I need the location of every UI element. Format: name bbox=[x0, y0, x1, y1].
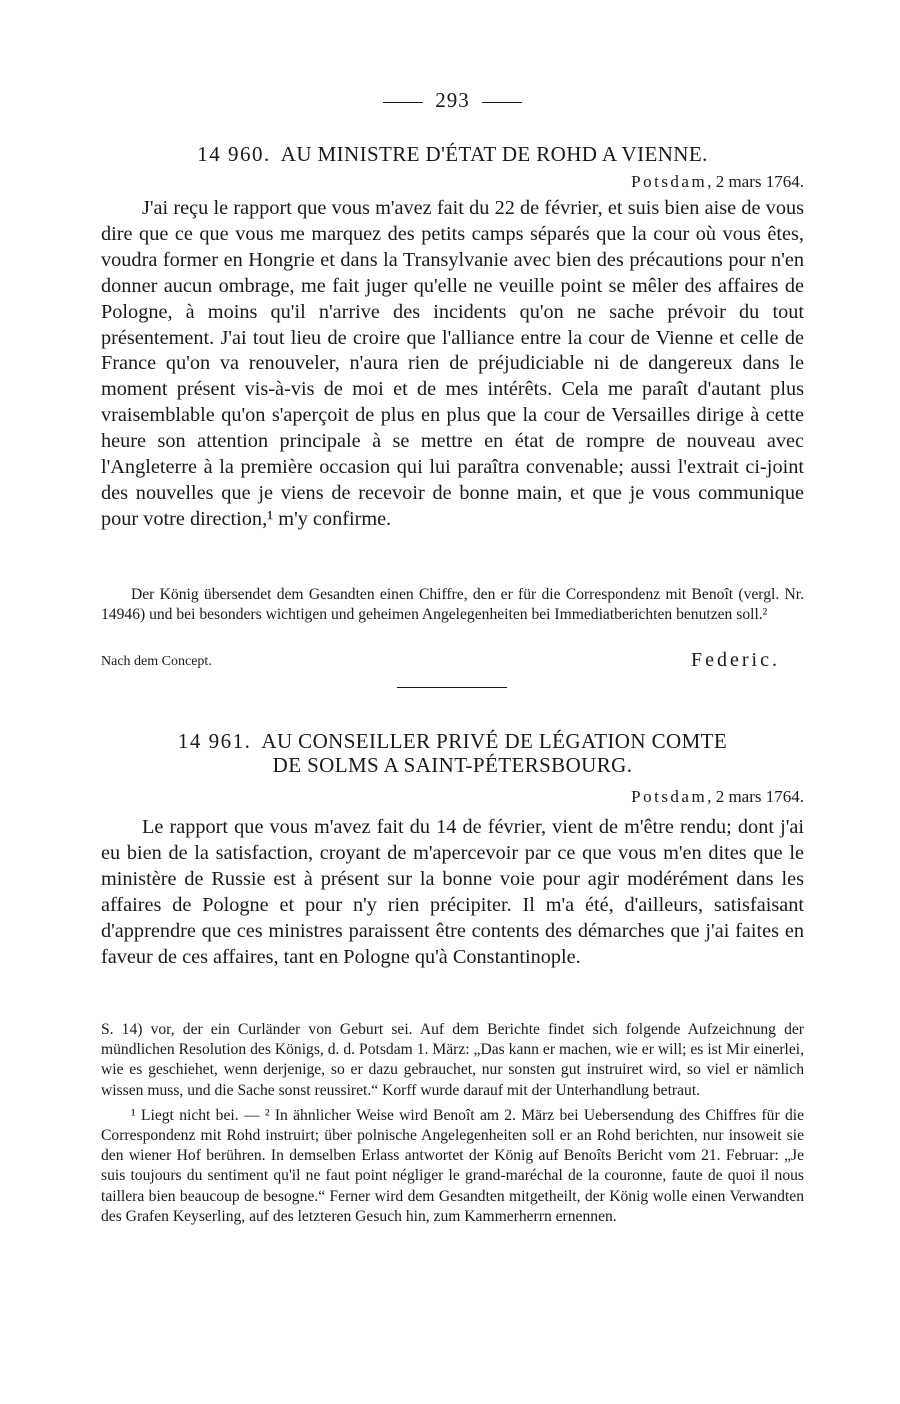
letter-signoff bbox=[101, 646, 804, 672]
page-number: 293 bbox=[435, 88, 470, 112]
letter-heading-14960 bbox=[101, 142, 804, 166]
letter-title: AU MINISTRE D'ÉTAT DE ROHD A VIENNE. bbox=[280, 142, 708, 166]
editorial-note-text: Der König übersendet dem Gesandten einen Chiffre, den er für die Correspondenz mit Benoît (vergl. Nr. 14946) und bei besonders wichtigen und geheimen Angelegenheiten bei Immediatberichten benutzen soll.² bbox=[101, 586, 804, 624]
source-note: Nach dem Concept. bbox=[101, 654, 212, 669]
page-header bbox=[101, 88, 804, 113]
letter-number: 14 960. bbox=[197, 142, 271, 166]
letter-dateline bbox=[631, 172, 804, 192]
letter-number: 14 961. bbox=[177, 729, 252, 753]
letter-title-line-2: DE SOLMS A SAINT-PÉTERSBOURG. bbox=[272, 753, 633, 777]
signature: Federic. bbox=[691, 649, 780, 671]
letter-title-part-1: AU CONSEILLER PRIVÉ DE LÉGATION COMTE bbox=[261, 729, 728, 753]
footnote-continuation: S. 14) vor, der ein Curländer von Geburt sei. Auf dem Berichte findet sich folgende Aufzeichnung der mündlichen Resolution des Königs, d. d. Potsdam 1. März: „Das kann er machen, wie er will; es ist Mir einerlei, wie es geschiehet, wenn derjenige, so er dazu gebrauchet, nur sonsten gut instruiret wird, so viel er nämlich wissen muss, und die Sache sonst reussiret.“ Korff wurde darauf mit der Unterhandlung betraut. bbox=[101, 1021, 804, 1099]
editorial-note bbox=[101, 585, 804, 625]
letter-body-14961 bbox=[101, 815, 804, 970]
footnote-entries: ¹ Liegt nicht bei. — ² In ähnlicher Weise wird Benoît am 2. März bei Uebersendung des Chiffres für die Correspondenz mit Rohd instruirt; über polnische Angelegenheiten soll er an Rohd berichten, nur insoweit sie den wiener Hof berühren. In demselben Erlass antwortet der König auf Benoîts Bericht vom 21. Februar: „Je suis toujours du sentiment qu'il ne faut point négliger le grand-maréchal de la couronne, faute de quoi il nous taillera bien beaucoup de besogne.“ Ferner wird dem Gesandten mitgetheilt, der König wolle einen Verwandten des Grafen Keyserling, auf des letzteren Gesuch hin, zum Kammerherrn ernennen. bbox=[101, 1106, 804, 1225]
dateline-date: , 2 mars 1764. bbox=[707, 172, 804, 191]
dateline-place: Potsdam bbox=[631, 787, 708, 806]
header-rule-right bbox=[482, 102, 522, 103]
letter-body-paragraph: J'ai reçu le rapport que vous m'avez fait du 22 de février, et suis bien aise de vous dire que ce que vous me marquez des petits camps séparés que la cour où vous êtes, voudra former en Hongrie et dans la Transylvanie avec bien des précautions pour n'en donner aucun ombrage, me fait juger qu'elle ne veuille point se mêler des affaires de Pologne, à moins qu'il n'arrive des incidents qu'on ne sache prévoir du tout présentement. J'ai tout lieu de croire que l'alliance entre la cour de Vienne et celle de France qu'on va renouveler, n'aura rien de préjudiciable ni de dangereux dans le moment présent vis-à-vis de moi et de mes intérêts. Cela me paraît d'autant plus vraisemblable qu'on s'aperçoit de plus en plus que la cour de Versailles dirige à cette heure son attention principale à se mettre en état de rompre de nouveau avec l'Angleterre à la première occasion qui lui paraîtra convenable; aussi l'extrait ci-joint des nouvelles que je viens de recevoir de bonne main, et que je vous communique pour votre direction,¹ m'y confirme. bbox=[101, 197, 804, 530]
letter-body-14960 bbox=[101, 196, 804, 533]
letter-dateline bbox=[631, 787, 804, 807]
letter-body-paragraph: Le rapport que vous m'avez fait du 14 de février, vient de m'être rendu; dont j'ai eu bien de la satisfaction, croyant de m'apercevoir par ce que vous m'en dites que le ministère de Russie est à présent sur la bonne voie pour agir modérément dans les affaires de Pologne et pour n'y rien précipiter. Il m'a été, d'ailleurs, satisfaisant d'apprendre que ces ministres paraissent être contents des démarches que j'ai faites en faveur de ces affaires, tant en Pologne qu'à Constantinople. bbox=[101, 816, 804, 968]
dateline-date: , 2 mars 1764. bbox=[707, 787, 804, 806]
header-rule-left bbox=[383, 102, 423, 103]
dateline-place: Potsdam bbox=[631, 172, 708, 191]
letter-heading-14961 bbox=[101, 729, 804, 777]
letter-title-line-1 bbox=[101, 729, 804, 753]
section-separator bbox=[397, 687, 507, 688]
footnotes bbox=[101, 1020, 804, 1227]
